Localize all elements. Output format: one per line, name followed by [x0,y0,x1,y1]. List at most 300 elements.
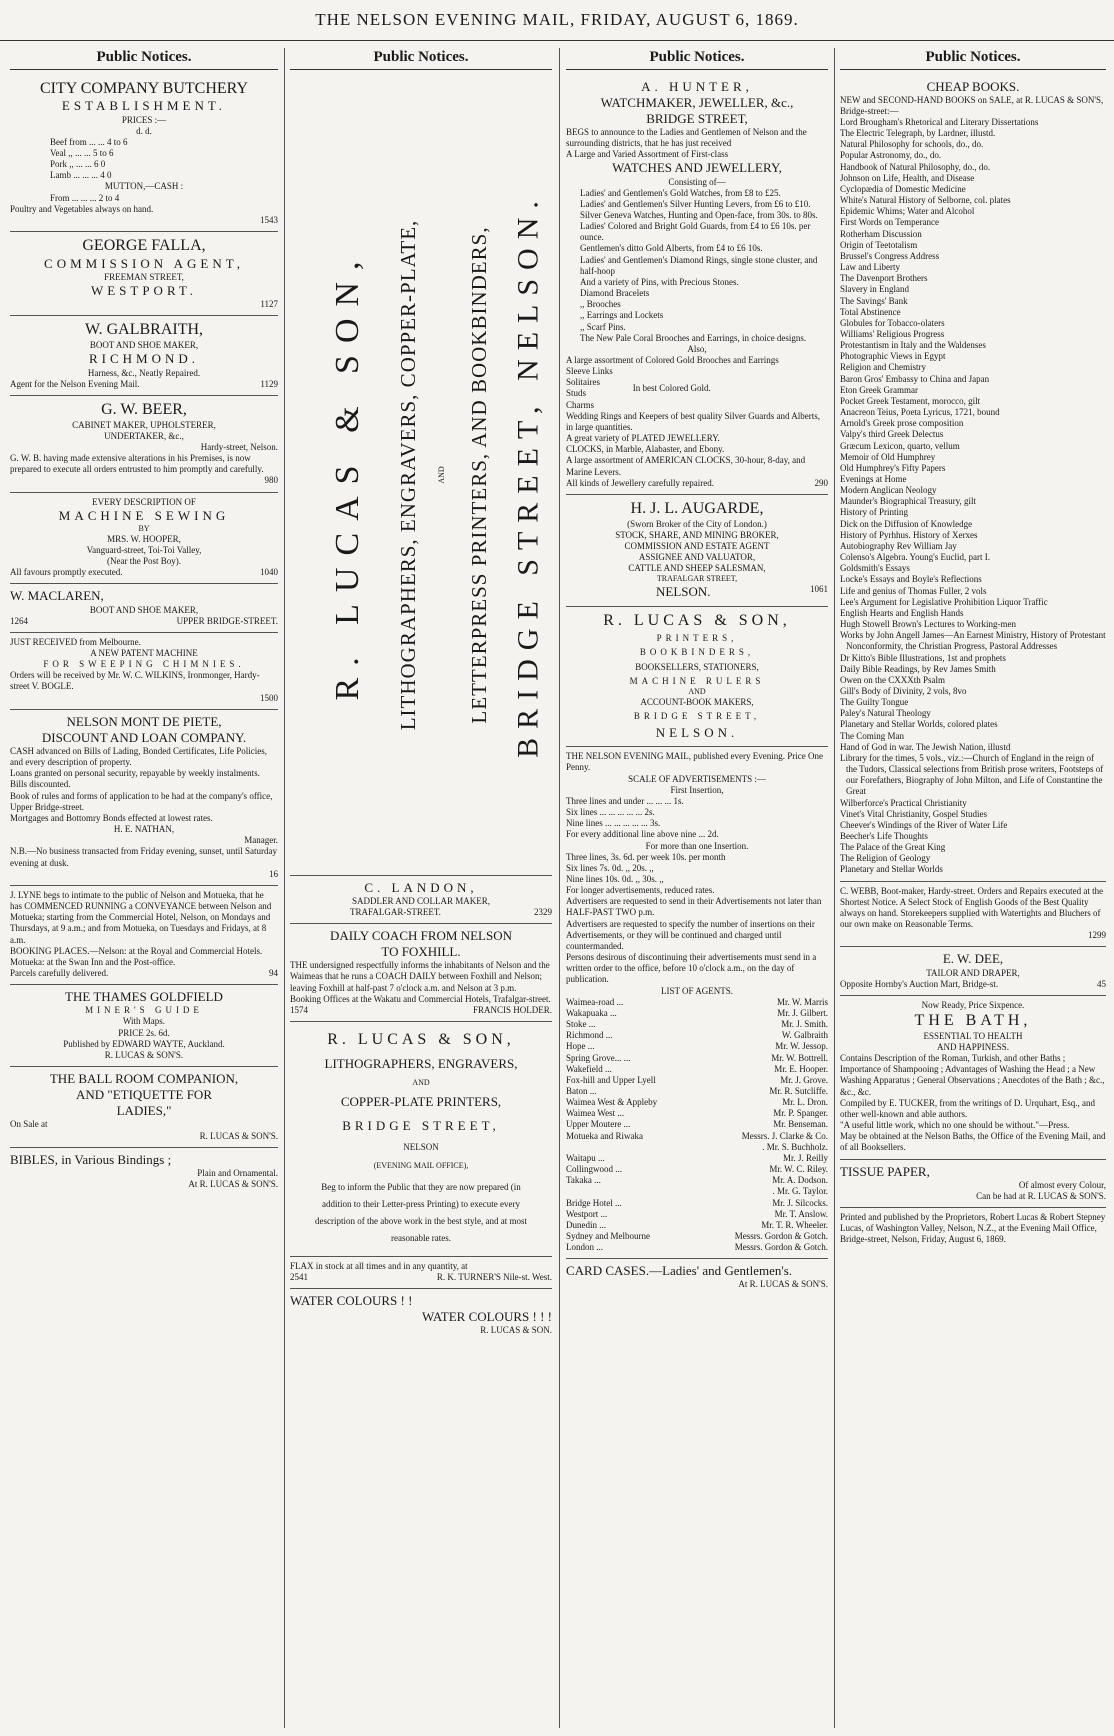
ad-line: COPPER-PLATE PRINTERS, [340,1093,502,1109]
ad-line: BRIDGE STREET, [646,110,748,126]
ad-number: 2541 [290,1271,308,1282]
ad-line: Agent for the Nelson Evening Mail. [10,378,140,389]
ad-line: BY [138,523,150,533]
ad-line: TRAFALGAR STREET, [656,574,738,584]
agent-name: Messrs. J. Clarke & Co. [741,1130,828,1141]
ad-line: AND [412,1077,430,1087]
book-item: History of Printing [840,507,909,518]
ad-line: With Maps. [122,1016,166,1027]
agent-place: Hope ... [566,1041,595,1052]
rate-row: Nine lines ... ... ... ... ... 3s. [566,818,661,829]
ad-line: Harness, &c., Neatly Repaired. [87,367,201,378]
lucas-vertical-ad [290,75,552,876]
ad-number: 45 [1097,978,1106,989]
card-cases-ad [566,1259,828,1295]
ad-text: C. WEBB, Boot-maker, Hardy-street. Orders and Repairs executed at the Shortest Notice. A Select Stock of English Goods of the Best Quality always on hand. Storekeepers supplied with Watertights and Bluchers of our own make on Reasonable Terms. [840,885,1104,930]
piete-ad [10,710,278,886]
ad-title: TO FOXHILL. [381,944,461,960]
agent-name: Messrs. Gordon & Gotch. [734,1242,828,1253]
ad-line: Of almost every Colour, [1018,1179,1106,1190]
agent-row [566,1075,828,1086]
agent-name: Mr. W. Marris [776,996,828,1007]
agent-place: Fox-hill and Upper Lyell [566,1074,656,1085]
ad-title: WATER COLOURS ! ! [290,1292,413,1308]
ad-text: Parcels carefully delivered. [10,967,109,978]
book-item: First Words on Temperance [840,217,940,228]
ad-number: 1127 [260,299,278,310]
book-item: Gill's Body of Divinity, 2 vols, 8vo [840,685,967,696]
agent-row [566,1175,828,1186]
ad-line: JUST RECEIVED from Melbourne. [10,636,141,647]
book-item: Planetary and Stellar Worlds [840,864,943,875]
ad-line: UPPER BRIDGE-STREET. [176,615,278,626]
column-heading: Public Notices. [10,48,278,70]
ad-signature: FRANCIS HOLDER. [472,1004,552,1015]
agent-place: Waimea-road ... [566,996,624,1007]
agent-name: Mr. J. Smith. [781,1019,828,1030]
agent-place: Motueka and Riwaka [566,1130,643,1141]
ad-title: MACHINE SEWING [58,507,230,523]
ad-text: G. W. B. having made extensive alterations in his Premises, is now prepared to execute all orders entrusted to him promptly and carefully. [10,453,264,475]
ad-line: COMMISSION AGENT, [44,255,244,271]
agents-list [566,997,828,1254]
ad-line: ACCOUNT-BOOK MAKERS, [640,696,754,707]
book-item: Natural Philosophy for schools, do., do. [840,139,984,150]
ad-title: THE THAMES GOLDFIELD [65,989,223,1005]
water-colours-ad [290,1289,552,1341]
ad-title: WATCHES AND JEWELLERY, [612,160,782,176]
ad-line: UNDERTAKER, &c., [104,430,184,441]
ad-text: FLAX in stock at all times and in any quantity, at [290,1260,468,1271]
book-item: Cheever's Windings of the River of Water Life [840,819,1008,830]
ad-line: Also, [687,343,707,354]
ad-line: PRINTERS, [656,633,738,644]
book-item: Globules for Tobacco-olaters [840,317,945,328]
gold-note: In best Colored Gold. [632,382,711,393]
ad-text: N.B.—No business transacted from Friday evening, sunset, until Saturday evening at dusk. [10,846,277,868]
agent-row [566,1086,828,1097]
book-item: Lee's Argument for Legislative Prohibition Liquor Traffic [840,596,1048,607]
agent-row [566,1209,828,1220]
agent-name: W. Galbraith [781,1030,828,1041]
column-3 [566,48,828,1728]
ad-line: Opposite Hornby's Auction Mart, Bridge-st. [840,978,999,989]
ad-title: TISSUE PAPER, [840,1163,930,1179]
ad-line: ASSIGNEE AND VALUATOR, [638,552,756,563]
book-item: Pocket Greek Testament, morocco, gilt [840,395,981,406]
vertical-line: AND [437,465,446,484]
ad-title: H. J. L. AUGARDE, [630,499,764,517]
ad-text: Compiled by E. TUCKER, from the writings of D. Urquhart, Esq., and other well-known and able authors. [840,1097,1096,1119]
ad-text: J. LYNE begs to intimate to the public of Nelson and Motueka, that he has COMMENCED RUNNING a CONVEYANCE between Nelson and Motueka; starting from the Commercial Hotel, Nelson, on Mondays and Thursdays, at 9 a.m.; and from Motueka, on Tuesdays and Fridays, at 8 a.m. [10,889,272,945]
list-item: Sleeve Links [566,366,613,377]
book-item: Autobiography Rev William Jay [840,540,957,551]
agent-place: Baton ... [566,1085,597,1096]
ad-title: THE BALL ROOM COMPANION, [49,1071,239,1087]
book-item: Arnold's Greek prose composition [840,418,964,429]
galbraith-ad [10,316,278,395]
ad-line: First Insertion, [670,784,724,795]
book-item: Hugh Stowell Brown's Lectures to Working-men [840,619,1016,630]
ad-line: WESTPORT. [90,283,198,299]
ad-number: 980 [264,475,278,486]
ad-line: A NEW PATENT MACHINE [90,648,198,658]
ad-line: NELSON. [655,725,739,741]
ad-text: Bills discounted. [10,779,71,790]
dee-ad [840,947,1106,995]
ad-title: DISCOUNT AND LOAN COMPANY. [41,729,247,745]
agent-row [566,997,828,1008]
list-item: Studs [566,388,587,399]
ad-line: (EVENING MAIL OFFICE), [373,1161,469,1171]
book-item: Daily Bible Readings, by Rev James Smith [840,663,996,674]
ad-title: CITY COMPANY BUTCHERY [39,79,249,97]
book-item: Life and genius of Thomas Fuller, 2 vols [840,585,987,596]
ad-text: NEW and SECOND-HAND BOOKS on SALE, at R. LUCAS & SON'S, Bridge-street:— [840,94,1104,116]
agent-row [566,1242,828,1253]
watch-list [566,188,828,344]
agent-row [566,1008,828,1019]
ad-title: SCALE OF ADVERTISEMENTS :— [628,773,766,784]
ad-title: CHEAP BOOKS. [926,78,1020,94]
ad-line: STOCK, SHARE, AND MINING BROKER, [615,529,779,540]
book-item: Anacreon Teius, Poeta Lyricus, 1721, bound [840,407,1000,418]
agent-place: London ... [566,1242,603,1253]
ad-line: MACHINE RULERS [629,675,765,686]
agent-row [566,1186,828,1197]
agent-name: Mr. W. Bottrell. [771,1052,828,1063]
ad-line: MINER'S GUIDE [85,1005,203,1016]
list-item: ,, Earrings and Lockets [580,310,664,321]
ad-title: THE BATH, [914,1012,1032,1029]
agent-name: Mr. J. Silcocks. [772,1197,828,1208]
ad-line: On Sale at [10,1119,48,1130]
ad-line: NELSON. [656,584,711,600]
price-row: From ... ... ... 2 to 4 [50,192,120,203]
ad-signature: H. E. NATHAN, [113,824,175,835]
agent-place: Dunedin ... [566,1219,606,1230]
ad-text: A large assortment of Colored Gold Brooches and Earrings [566,355,779,365]
butchery-ad [10,75,278,233]
book-item: White's Natural History of Selborne, col. plates [840,195,1011,206]
ad-line: AND "ETIQUETTE FOR [75,1087,212,1103]
ad-text: A great variety of PLATED JEWELLERY. [566,433,720,444]
agent-name: Mr. Benseman. [773,1119,828,1130]
vertical-line: BRIDGE STREET, NELSON. [511,191,545,758]
agent-row [566,1108,828,1119]
book-item: Total Abstinence [840,306,901,317]
ad-line: Published by EDWARD WAYTE, Auckland. [63,1038,225,1049]
ad-text: Beg to inform the Public that they are now prepared (in addition to their Letter-press Printing) to execute every description of the above work in the best style, and at most reasonable rates. [315,1182,527,1244]
book-item: Maunder's Biographical Treasury, gilt [840,496,977,507]
list-item: Ladies' and Gentlemen's Gold Watches, from £8 to £25. [580,187,781,198]
ad-text: THE undersigned respectfully informs the inhabitants of Nelson and the Waimeas that he runs a COACH DAILY between Foxhill and Nelson; leaving Foxhill at half-past 7 o'clock a.m. and Nelson at 3 p.m. [290,960,550,993]
column-4 [840,48,1106,1728]
book-item: Religion and Chemistry [840,362,926,373]
agent-row [566,1030,828,1041]
price-row: Veal ,, ... ... 5 to 6 [50,148,114,158]
book-item: Works by John Angell James—An Earnest Ministry, History of Protestant Nonconformity, the Christian Progress, Pastoral Addresses [840,630,1106,652]
ad-text: BOOKING PLACES.—Nelson: at the Royal and Commercial Hotels. Motueka: at the Swan Inn and the Post-office. [10,945,263,967]
agent-row [566,1064,828,1075]
rate-row: For every additional line above nine ... 2d. [566,829,719,840]
column-rule [284,48,285,1728]
ad-line: BOOKSELLERS, STATIONERS, [635,661,759,672]
book-item: Brussel's Congress Address [840,250,940,261]
book-item: Law and Liberty [840,262,900,273]
book-item: The Davenport Brothers [840,273,928,284]
ad-title: W. GALBRAITH, [84,321,204,339]
mail-terms-ad [566,747,828,1259]
book-item: The Religion of Geology [840,853,931,864]
ad-title: NELSON MONT DE PIETE, [66,713,222,729]
ad-line: Can be had at R. LUCAS & SON'S. [976,1190,1106,1201]
list-item: Ladies' and Gentlemen's Diamond Rings, single stone cluster, and half-hoop [580,254,818,276]
masthead: THE NELSON EVENING MAIL, FRIDAY, AUGUST 6, 1869. [0,0,1114,41]
ad-line: RICHMOND. [88,351,200,367]
agent-name: Mr. R. Sutcliffe. [769,1085,828,1096]
ad-title: R. LUCAS & SON, [327,1031,515,1049]
ad-line: (Sworn Broker of the City of London.) [627,518,767,529]
ad-number: 290 [814,477,828,488]
ad-title: G. W. BEER, [101,400,187,418]
book-item: Eton Greek Grammar [840,384,918,395]
book-item: Dick on the Diffusion of Knowledge [840,518,973,529]
rate-row: Six lines 7s. 0d. ,, 20s. ,, [566,862,654,873]
agent-name: Mr. J. Reilly [782,1152,828,1163]
bogle-ad [10,633,278,710]
ad-line: For more than one Insertion. [645,840,749,851]
ad-line: EVERY DESCRIPTION OF [92,496,196,507]
ad-title: E. W. DEE, [942,951,1004,967]
column-heading: Public Notices. [840,48,1106,70]
vertical-line: LITHOGRAPHERS, ENGRAVERS, COPPER-PLATE, [395,219,420,730]
ad-title: C. LANDON, [364,879,478,895]
ad-line: R. LUCAS & SON. [480,1325,552,1336]
falla-ad [10,232,278,316]
ad-text: Contains Description of the Roman, Turkish, and other Baths ; Importance of Shampooing ; Advantages of Washing the Head ; a New Washing Apparatus ; General Observations ; Anecdotes of the Bath ; &c., &c., &c. [840,1053,1105,1097]
ad-number: 94 [269,967,278,978]
prices-label: PRICES :— [121,114,167,125]
books-list [840,117,1106,876]
lucas-printers-ad [566,607,828,748]
imprint-text: Printed and published by the Proprietors, Robert Lucas & Robert Stepney Lucas, of Washington Valley, Nelson, N.Z., at the Evening Mail Office, Bridge-street, Nelson, Friday, August 6, 1869. [840,1211,1106,1245]
price-row: Beef from ... ... 4 to 6 [50,136,128,147]
ad-text: Persons desirous of discontinuing their advertisements must send in a written order to the office, before 10 o'clock a.m., on the day of publication. [566,952,817,985]
maclaren-ad [10,584,278,632]
ad-line: BRIDGE STREET, [342,1117,500,1133]
list-item: Ladies' Colored and Bright Gold Guards, from £4 to £6 10s. per ounce. [580,221,811,243]
ad-line: At R. LUCAS & SON'S. [188,1178,278,1189]
agent-row [566,1220,828,1231]
ad-line: ESSENTIAL TO HEALTH [923,1030,1023,1041]
ad-title: WATER COLOURS ! ! ! [422,1308,552,1324]
column-heading: Public Notices. [290,48,552,70]
ad-line: BOOT AND SHOE MAKER, [89,340,199,351]
price-units: d. d. [136,125,152,136]
ad-line: R. LUCAS & SON'S. [104,1049,184,1060]
book-item: Memoir of Old Humphrey [840,451,936,462]
book-item: Dr Kitto's Bible Illustrations, 1st and prophets [840,652,1006,663]
list-item: Gentlemen's ditto Gold Alberts, from £4 to £6 10s. [580,243,763,254]
book-item: Baron Gros' Embassy to China and Japan [840,373,990,384]
ad-number: 1264 [10,615,28,626]
ad-line: Vanguard-street, Toi-Toi Valley, [86,544,202,555]
agent-place: Spring Grove... ... [566,1052,631,1063]
list-item: Solitaires [566,377,600,388]
ad-line: Now Ready, Price Sixpence. [921,999,1025,1010]
ad-text: Wedding Rings and Keepers of best quality Silver Guards and Alberts, in large quantities. [566,410,820,432]
ad-number: 2329 [534,906,552,917]
tissue-paper-ad [840,1160,1106,1208]
agent-row [566,1119,828,1130]
ad-text: Mortgages and Bottomry Bonds effected at lowest rates. [10,812,213,823]
lucas-engravers-ad [290,1022,552,1257]
book-item: Græcum Lexicon, quarto, vellum [840,440,960,451]
ad-line: TAILOR AND DRAPER, [926,967,1020,978]
ad-title: GEORGE FALLA, [82,237,206,255]
ad-title: BIBLES, in Various Bindings ; [10,1151,172,1167]
book-item: Colenso's Algebra. Young's Euclid, part I. [840,552,990,563]
agent-name: Mr. T. Anslow. [774,1208,828,1219]
column-rule [559,48,560,1728]
vertical-line: R. LUCAS & SON, [328,249,366,701]
book-item: Protestantism in Italy and the Waldenses [840,340,986,351]
book-item: The Electric Telegraph, by Lardner, illustd. [840,128,996,139]
ad-line: MRS. W. HOOPER, [107,533,181,544]
agent-place: Westport ... [566,1208,608,1219]
ad-title: DAILY COACH FROM NELSON [329,928,513,944]
ad-line: FOR SWEEPING CHIMNIES. [43,659,245,670]
book-item: Hand of God in war. The Jewish Nation, illustd [840,741,1011,752]
agent-row [566,1142,828,1153]
ad-line: CATTLE AND SHEEP SALESMAN, [628,563,766,574]
list-item: Silver Geneva Watches, Hunting and Open-face, from 30s. to 80s. [580,209,818,220]
agent-place: Wakefield ... [566,1063,612,1074]
ad-line: COMMISSION AND ESTATE AGENT [624,541,770,552]
ad-text: Advertisers are requested to specify the number of insertions on their Advertisements, or they will be continued and charged until countermanded. [566,918,815,951]
agent-row [566,1231,828,1242]
agent-name: Mr. W. Jessop. [775,1041,828,1052]
vertical-line: LETTERPRESS PRINTERS, AND BOOKBINDERS, [466,226,491,724]
list-item: ,, Brooches [580,299,621,310]
agent-row [566,1053,828,1064]
thames-ad [10,985,278,1067]
book-item: The Palace of the Great King [840,842,946,853]
ball-ad [10,1067,278,1148]
agent-row [566,1097,828,1108]
ad-subtitle: ESTABLISHMENT. [61,98,227,114]
coach-ad [290,924,552,1022]
ad-number: 1574 [290,1004,308,1015]
list-item: Diamond Bracelets [580,288,650,299]
agent-place: Waimea West ... [566,1108,625,1119]
ad-line: SADDLER AND COLLAR MAKER, [351,895,490,906]
book-item: Handbook of Natural Philosophy, do., do. [840,161,991,172]
ad-text: CASH advanced on Bills of Lading, Bonded Certificates, Life Policies, and every description of property. [10,746,267,768]
ad-text: THE NELSON EVENING MAIL, published every Evening. Price One Penny. [566,751,823,773]
book-item: Photographic Views in Egypt [840,351,946,362]
agent-name: Mr. A. Dodson. [772,1175,828,1186]
ad-text: A large assortment of AMERICAN CLOCKS, 30-hour, 8-day, and Marine Levers. [566,455,806,477]
book-item: Vinet's Vital Christianity, Gospel Studies [840,808,988,819]
ad-number: 1061 [810,584,828,595]
book-item: History of Pyrhhus. History of Xerxes [840,529,978,540]
book-item: Origin of Teetotalism [840,239,918,250]
book-item: The Savings' Bank [840,295,908,306]
book-item: Modern Anglican Neology [840,485,937,496]
book-item: Library for the times, 5 vols., viz.:—Church of England in the reign of the Tudors, Classical selections from British prose writers, Footsteps of our Forefathers, Biography of John Milton, and Life of Constantine the Great [840,752,1104,797]
ad-title: A. HUNTER, [641,78,753,94]
ad-number: 1299 [1088,930,1106,941]
agent-row [566,1131,828,1142]
ad-line: AND HAPPINESS. [936,1041,1009,1052]
ad-line: Hardy-street, Nelson. [200,442,278,452]
ad-text: Advertisers are requested to send in their Advertisements not later than HALF-PAST TWO p.m. [566,896,822,918]
ad-line: LITHOGRAPHERS, ENGRAVERS, [324,1055,518,1071]
column-heading: Public Notices. [566,48,828,70]
ad-line: BRIDGE STREET, [633,711,761,722]
agent-place: Waimea West & Appleby [566,1097,658,1108]
ad-line: (Near the Post Boy). [107,556,181,567]
ad-text: All kinds of Jewellery carefully repaired. [566,477,714,488]
book-item: Planetary and Stellar Worlds, colored plates [840,719,998,730]
agent-place: Collingwood ... [566,1164,623,1175]
ad-text: Booking Offices at the Wakatu and Commercial Hotels, Trafalgar-street. [290,993,551,1004]
agent-name: Mr. T. R. Wheeler. [761,1219,828,1230]
ad-line: FREEMAN STREET, [104,272,184,283]
ad-title: LIST OF AGENTS. [660,985,734,996]
landon-ad [290,876,552,924]
list-item: Charms [566,399,594,410]
book-item: Epidemic Whims; Water and Alcohol [840,206,975,217]
agent-place: Sydney and Melbourne [566,1231,650,1241]
book-item: Cyclopædia of Domestic Medicine [840,183,966,194]
agent-name: . Mr. S. Buchholz. [762,1141,828,1152]
ad-line: All favours promptly executed. [10,567,123,578]
beer-ad [10,396,278,493]
book-item: Johnson on Life, Health, and Disease [840,172,975,183]
ad-text: For longer advertisements, reduced rates. [566,885,715,896]
agent-place: Stoke ... [566,1019,596,1030]
ad-signature: Manager. [244,835,278,846]
agent-name: Mr. J. Gilbert. [777,1007,828,1018]
book-item: Beecher's Life Thoughts [840,831,928,842]
ad-text: "A useful little work, which no one should be without."—Press. [840,1120,1070,1131]
ad-line: At R. LUCAS & SON'S. [738,1279,828,1290]
book-item: Paley's Natural Theology [840,708,931,719]
rate-row: Three lines, 3s. 6d. per week 10s. per month [566,851,726,862]
ad-title: CARD CASES.—Ladies' and Gentlemen's. [566,1263,793,1279]
ad-text: Poultry and Vegetables always on hand. [10,203,154,214]
book-item: Rotherham Discussion [840,228,922,239]
ad-title: R. LUCAS & SON, [603,611,791,629]
book-item: Slavery in England [840,284,909,295]
agent-name: Mr. J. Grove. [780,1074,828,1085]
bibles-ad [10,1148,278,1195]
ad-text: BEGS to announce to the Ladies and Gentlemen of Nelson and the surrounding districts, that he has just received [566,126,807,149]
list-item: And a variety of Pins, with Precious Stones. [580,276,739,287]
book-item: Goldsmith's Essays [840,563,910,574]
column-rule [834,48,835,1728]
ad-line: PRICE 2s. 6d. [118,1027,170,1038]
agent-name: Mr. W. C. Riley. [769,1164,828,1175]
column-2 [290,48,552,1728]
augarde-ad [566,495,828,607]
ad-text: Book of rules and forms of application to be had at the company's office, Upper Bridge-street. [10,790,273,812]
price-row: Pork ,, ... ... 6 0 [50,159,106,170]
ad-line: Consisting of— [668,176,726,187]
